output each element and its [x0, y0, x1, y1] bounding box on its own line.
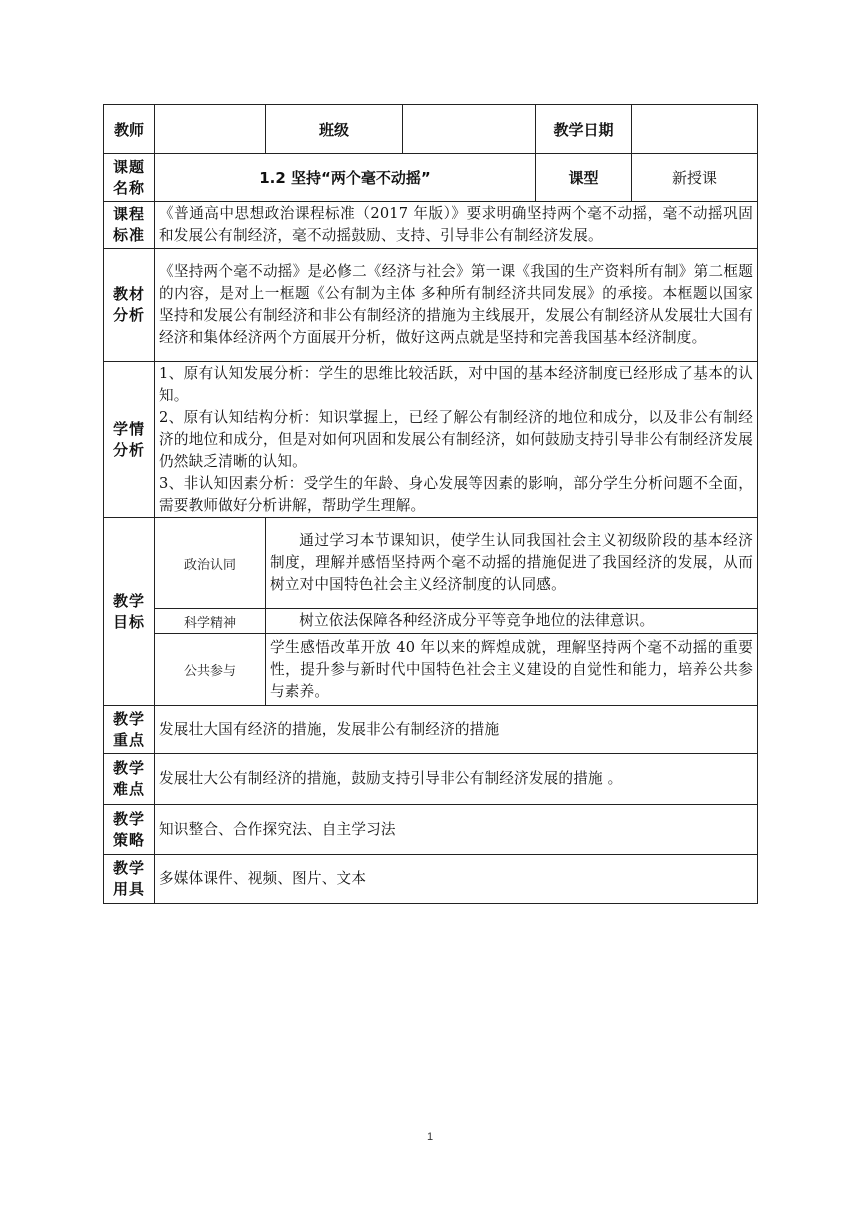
key-points-label: 教学 重点 — [104, 706, 155, 754]
students-item: 2、原有认知结构分析：知识掌握上，已经了解公有制经济的地位和成分，以及非公有制经济的地位和成分，但是对如何巩固和发展公有制经济，如何鼓励支持引导非公有制经济发展仍然缺乏清晰的认知。 — [159, 408, 753, 470]
date-label: 教学日期 — [536, 105, 632, 154]
page-number: 1 — [426, 1131, 434, 1143]
goal-row — [104, 518, 758, 609]
class-value — [403, 105, 536, 154]
students-item: 1、原有认知发展分析：学生的思维比较活跃，对中国的基本经济制度已经形成了基本的认知。 — [159, 364, 753, 404]
strategy-label: 教学 策略 — [104, 805, 155, 855]
class-label: 班级 — [266, 105, 403, 154]
date-value — [632, 105, 758, 154]
goal-row — [104, 609, 758, 634]
lesson-plan-table — [103, 104, 758, 904]
material-label: 教材 分析 — [104, 249, 155, 362]
lesson-type-value: 新授课 — [632, 154, 758, 202]
standard-text: 《普通高中思想政治课程标准（2017 年版）》要求明确坚持两个毫不动摇，毫不动摇巩固和发展公有制经济，毫不动摇鼓励、支持、引导非公有制经济发展。 — [155, 202, 758, 249]
goal-text: 树立依法保障各种经济成分平等竞争地位的法律意识。 — [266, 609, 758, 634]
strategy-row — [104, 805, 758, 855]
goal-name: 公共参与 — [155, 634, 266, 706]
students-text — [155, 362, 758, 518]
material-row — [104, 249, 758, 362]
lesson-type-label: 课型 — [536, 154, 632, 202]
students-label: 学情 分析 — [104, 362, 155, 518]
goal-text: 学生感悟改革开放 40 年以来的辉煌成就，理解坚持两个毫不动摇的重要性，提升参与新时代中国特色社会主义建设的自觉性和能力，培养公共参与素养。 — [266, 634, 758, 706]
difficulties-label: 教学 难点 — [104, 754, 155, 805]
goal-name: 政治认同 — [155, 518, 266, 609]
goals-label: 教学 目标 — [104, 518, 155, 706]
material-text: 《坚持两个毫不动摇》是必修二《经济与社会》第一课《我国的生产资料所有制》第二框题的内容，是对上一框题《公有制为主体 多种所有制经济共同发展》的承接。本框题以国家坚持和发展公有制经济和非公有制经济的措施为主线展开，发展公有制经济从发展壮大国有经济和集体经济两个方面展开分析，做好这两点就是坚持和完善我国基本经济制度。 — [155, 249, 758, 362]
tools-row — [104, 855, 758, 904]
topic-title: 1.2 坚持“两个毫不动摇” — [155, 154, 536, 202]
key-points-text: 发展壮大国有经济的措施，发展非公有制经济的措施 — [155, 706, 758, 754]
goal-row — [104, 634, 758, 706]
goal-text: 通过学习本节课知识，使学生认同我国社会主义初级阶段的基本经济制度，理解并感悟坚持两个毫不动摇的措施促进了我国经济的发展，从而树立对中国特色社会主义经济制度的认同感。 — [266, 518, 758, 609]
standard-row — [104, 202, 758, 249]
topic-row — [104, 154, 758, 202]
goal-name: 科学精神 — [155, 609, 266, 634]
students-row — [104, 362, 758, 518]
tools-text: 多媒体课件、视频、图片、文本 — [155, 855, 758, 904]
difficulties-text: 发展壮大公有制经济的措施，鼓励支持引导非公有制经济发展的措施 。 — [155, 754, 758, 805]
tools-label: 教学 用具 — [104, 855, 155, 904]
students-item: 3、非认知因素分析：受学生的年龄、身心发展等因素的影响，部分学生分析问题不全面，需要教师做好分析讲解，帮助学生理解。 — [159, 474, 753, 514]
key-points-row — [104, 706, 758, 754]
standard-label: 课程 标准 — [104, 202, 155, 249]
header-row — [104, 105, 758, 154]
teacher-value — [155, 105, 266, 154]
topic-label: 课题 名称 — [104, 154, 155, 202]
difficulties-row — [104, 754, 758, 805]
teacher-label: 教师 — [104, 105, 155, 154]
strategy-text: 知识整合、合作探究法、自主学习法 — [155, 805, 758, 855]
